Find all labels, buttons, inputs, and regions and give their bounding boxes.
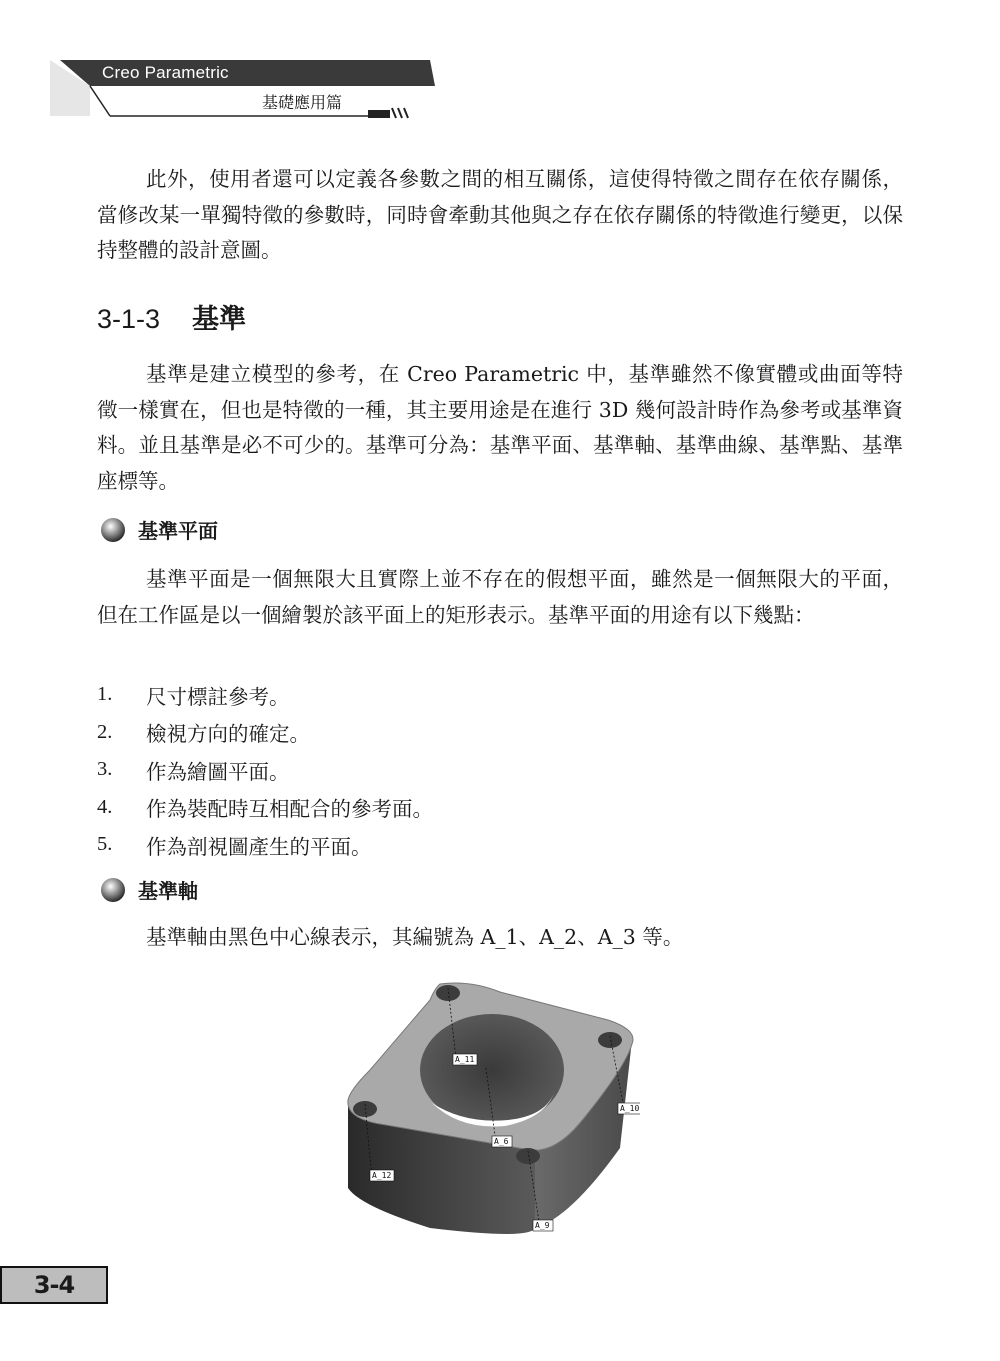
list-item — [97, 826, 433, 864]
datum-plane-paragraph: 基準平面是一個無限大且實際上並不存在的假想平面，雖然是一個無限大的平面，但在工作區是以一個繪製於該平面上的矩形表示。基準平面的用途有以下幾點： — [97, 567, 903, 627]
datum-axis-heading — [100, 875, 198, 904]
datum-plane-uses-list — [97, 676, 433, 864]
header-subtitle: 基礎應用篇 — [262, 93, 343, 112]
list-item-number: 5. — [97, 833, 113, 856]
axis-label-a9: A_9 — [535, 1221, 550, 1230]
datum-plane-heading — [100, 515, 218, 544]
datum-axis-paragraph: 基準軸由黑色中心線表示，其編號為 A_1、A_2、A_3 等。 — [146, 925, 684, 949]
list-item-text: 作為繪圖平面。 — [146, 759, 290, 784]
datum-plane-heading-text: 基準平面 — [138, 519, 218, 543]
axis-label-a10: A_10 — [620, 1104, 640, 1113]
sphere-bullet-icon — [100, 877, 126, 903]
list-item-text: 作為剖視圖產生的平面。 — [146, 834, 372, 859]
list-item-number: 4. — [97, 795, 113, 818]
list-item — [97, 676, 433, 714]
header-title: Creo Parametric — [102, 63, 229, 82]
list-item-number: 3. — [97, 758, 113, 781]
list-item — [97, 751, 433, 789]
axis-label-a6: A_6 — [494, 1137, 509, 1146]
list-item-text: 檢視方向的確定。 — [146, 722, 310, 747]
part-3d-figure — [340, 978, 640, 1240]
section-heading — [97, 297, 246, 336]
list-item-number: 2. — [97, 720, 113, 743]
axis-label-a11: A_11 — [455, 1055, 475, 1064]
list-item — [97, 789, 433, 827]
section-number: 3-1-3 — [97, 304, 161, 334]
list-item-text: 尺寸標註參考。 — [146, 684, 290, 709]
list-item-text: 作為裝配時互相配合的參考面。 — [146, 797, 433, 822]
section-paragraph: 基準是建立模型的參考，在 Creo Parametric 中，基準雖然不像實體或曲面等特徵一樣實在，但也是特徵的一種，其主要用途是在進行 3D 幾何設計時作為參考或基準資料。並且基準是必不可少的。基準可分為：基準平面、基準軸、基準曲線、基準點、基準座標等。 — [97, 362, 903, 493]
page-number: 3-4 — [0, 1266, 108, 1304]
datum-axis-heading-text: 基準軸 — [138, 879, 198, 903]
axis-label-a12: A_12 — [372, 1171, 392, 1180]
intro-paragraph: 此外，使用者還可以定義各參數之間的相互關係，這使得特徵之間存在依存關係，當修改某一單獨特徵的參數時，同時會牽動其他與之存在依存關係的特徵進行變更，以保持整體的設計意圖。 — [97, 167, 903, 262]
list-item-number: 1. — [97, 683, 113, 706]
section-title: 基準 — [192, 304, 247, 335]
sphere-bullet-icon — [100, 517, 126, 543]
list-item — [97, 714, 433, 752]
